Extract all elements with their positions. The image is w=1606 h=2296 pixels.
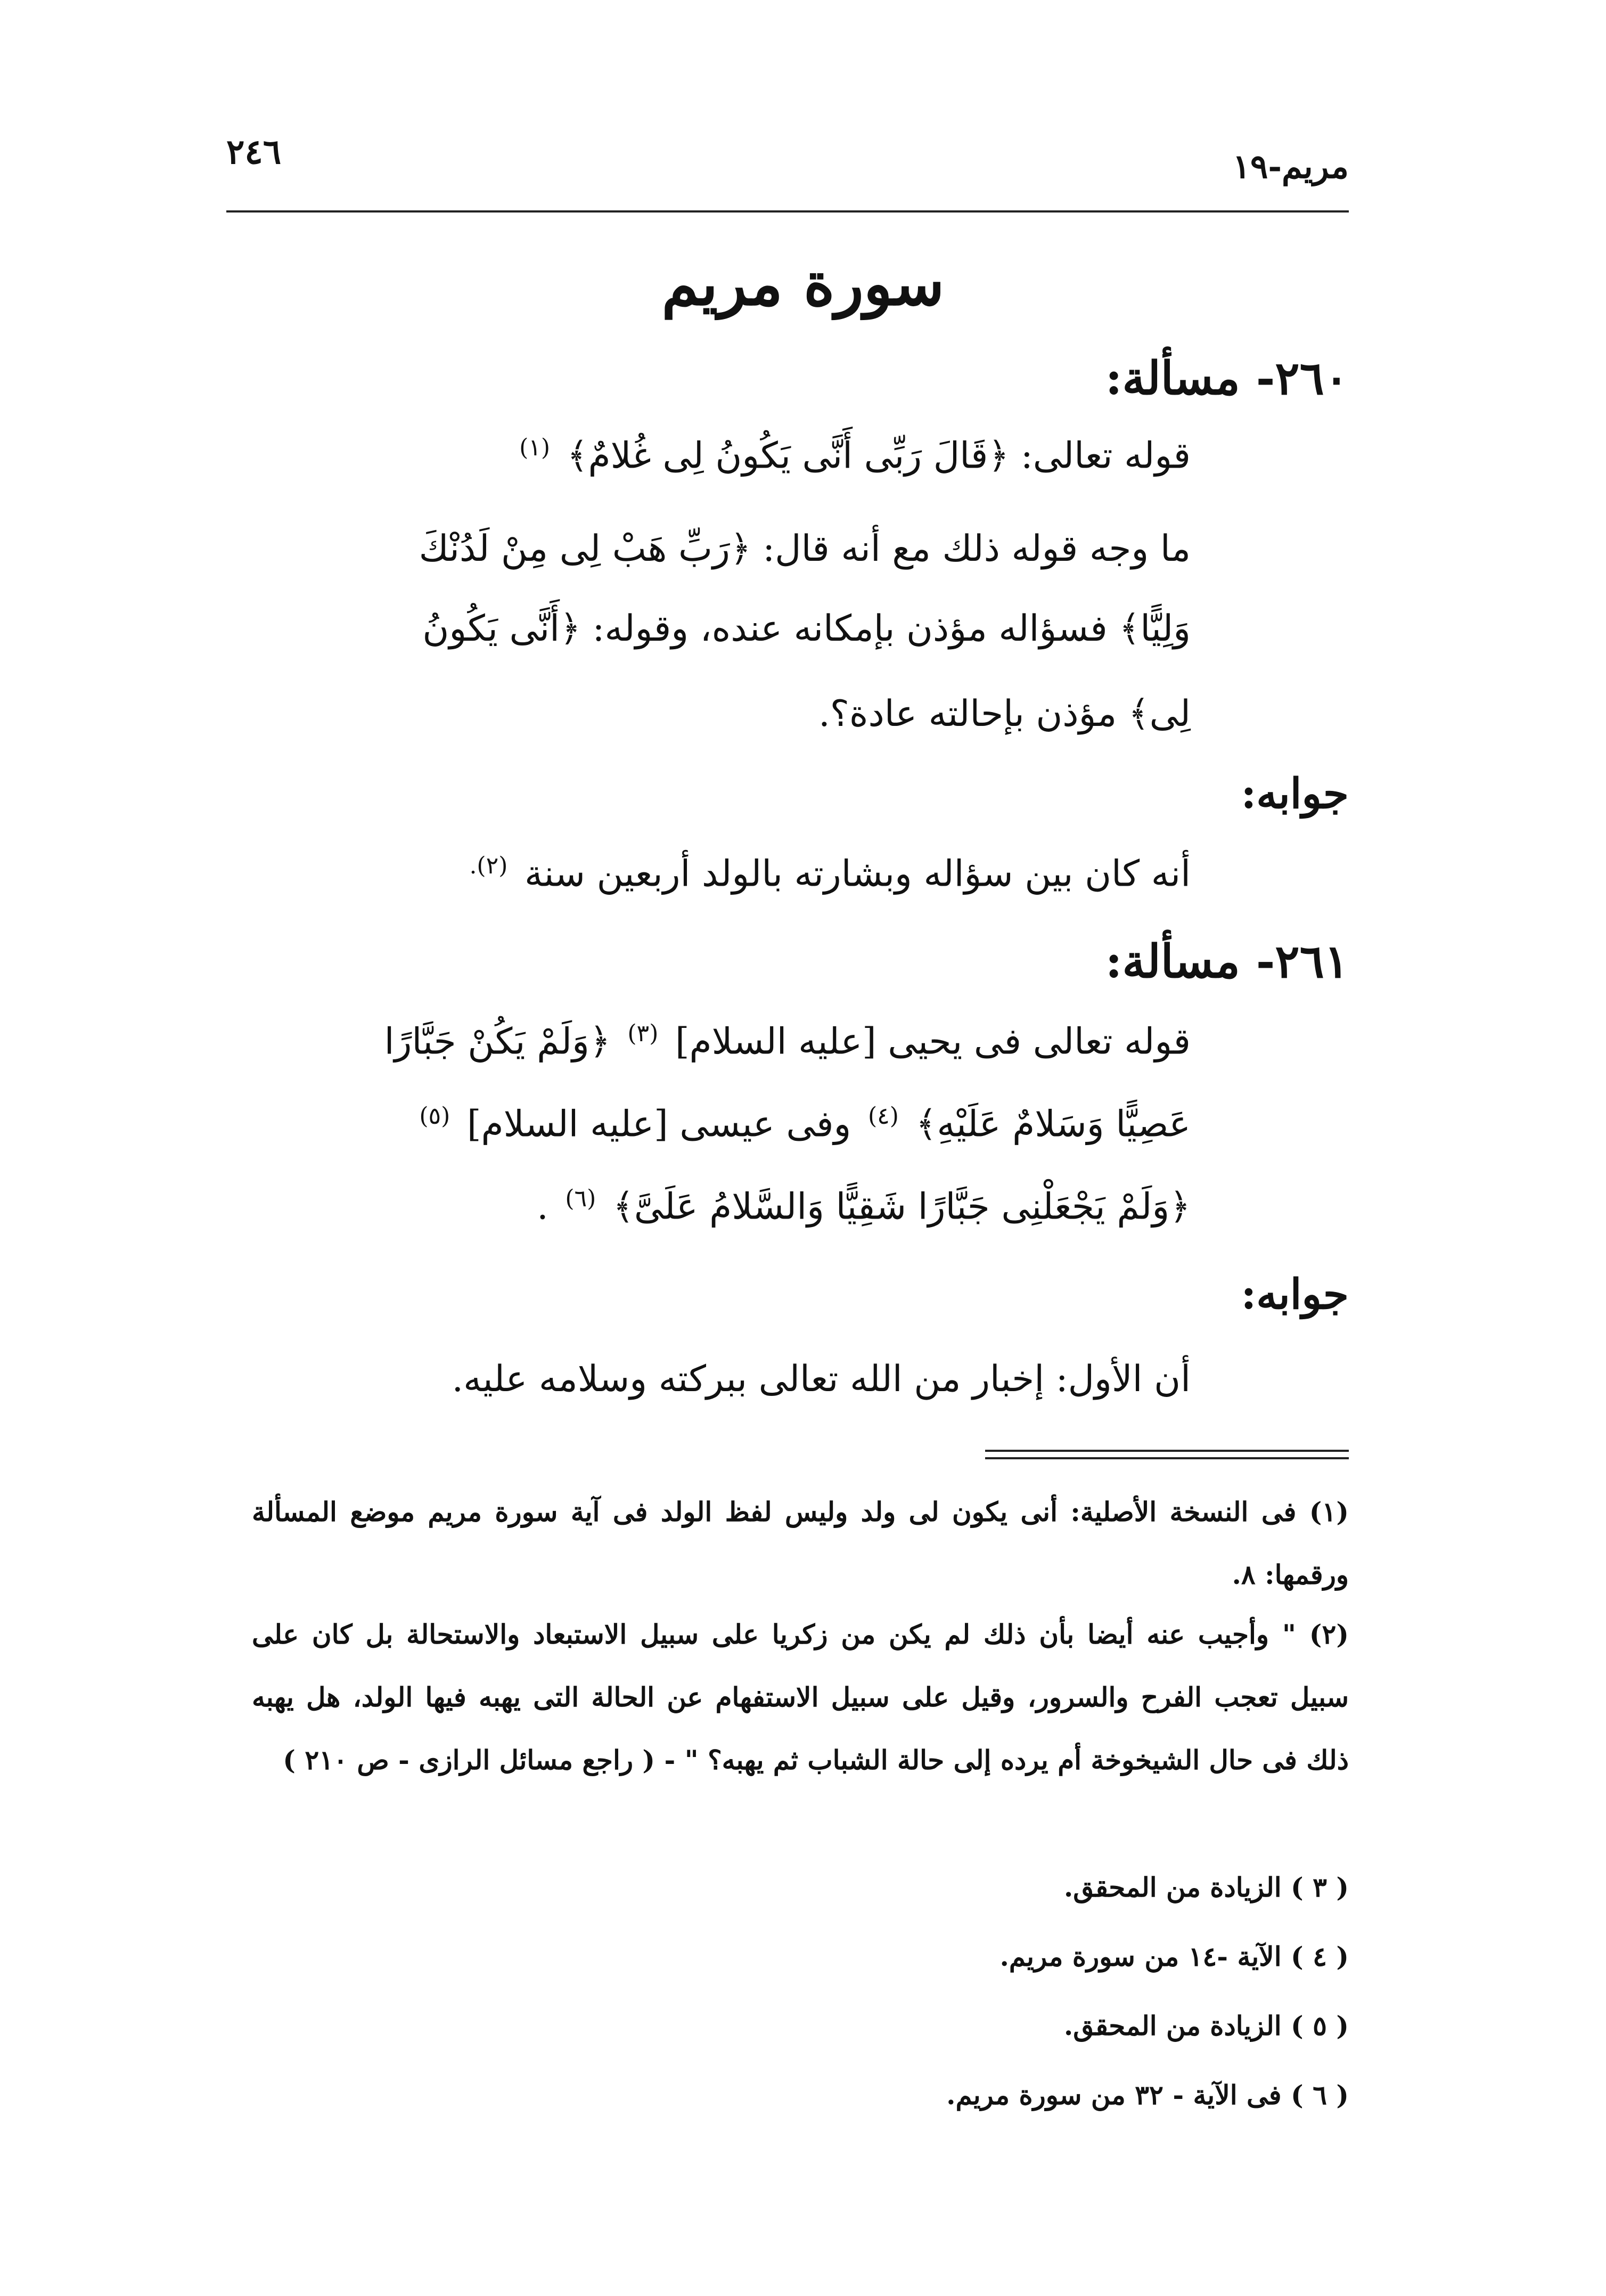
issue-261-line-1-text: قوله تعالى فى يحيى [عليه السلام] <box>675 1020 1191 1063</box>
issue-261-line-2 <box>243 1102 1191 1146</box>
footnote-divider <box>985 1450 1349 1459</box>
footnote-6: ( ٦ ) فى الآية - ٣٢ من سورة مريم. <box>946 2079 1349 2111</box>
issue-261-line-1-verse: ﴿وَلَمْ يَكُنْ جَبَّارًا <box>384 1020 611 1063</box>
footnote-4: ( ٤ ) الآية -١٤ من سورة مريم. <box>999 1941 1349 1972</box>
issue-261-line-2-verse: عَصِيًّا وَسَلامٌ عَلَيْهِ﴾ <box>915 1103 1191 1146</box>
running-title: مريم-١٩ <box>1232 147 1349 186</box>
footnote-2: (٢) " وأجيب عنه أيضا بأن ذلك لم يكن من زكريا على سبيل الاستبعاد والاستحالة بل كان على سبيل تعجب الفرح والسرور، وقيل على سبيل الاستفهام عن الحالة التى يهبه فيها الولد، هل يهبه ذلك فى حال الشيخوخة أم يرده إلى حالة الشباب ثم يهبه؟ " - ( راجع مسائل الرازى - ص ٢١٠ ) <box>252 1619 1349 1776</box>
footnote-ref-2: (٢). <box>469 852 508 879</box>
footnote-ref-4: (٤) <box>867 1102 899 1130</box>
issue-260-answer-text: أنه كان بين سؤاله وبشارته بالولد أربعين سنة <box>525 853 1191 895</box>
footnote-ref-5: (٥) <box>419 1102 450 1130</box>
footnote-1: (١) فى النسخة الأصلية: أنى يكون لى ولد وليس لفظ الولد فى آية سورة مريم موضع المسألة ورقمها: ٨. <box>252 1496 1349 1590</box>
issue-261-line-3-verse: ﴿وَلَمْ يَجْعَلْنِى جَبَّارًا شَقِيًّا وَالسَّلامُ عَلَىَّ﴾ <box>612 1186 1191 1228</box>
issue-261-heading: ٢٦١- مسألة: <box>1105 935 1349 988</box>
footnote-3: ( ٣ ) الزيادة من المحقق. <box>1063 1872 1349 1903</box>
issue-260-line-2: ما وجه قوله ذلك مع أنه قال: ﴿رَبِّ هَبْ لِى مِنْ لَدُنْكَ <box>419 528 1191 570</box>
issue-261-line-3 <box>243 1185 1191 1228</box>
issue-260-answer <box>243 852 1191 895</box>
chapter-title: سورة مريم <box>661 249 945 319</box>
issue-260-line-1-verse: ﴿قَالَ رَبِّى أَنَّى يَكُونُ لِى غُلامٌ﴾ <box>567 435 1010 477</box>
page-number: ٢٤٦ <box>226 132 282 172</box>
header-divider <box>226 210 1349 213</box>
issue-260-heading: ٢٦٠- مسألة: <box>1105 352 1349 405</box>
footnote-ref-3: (٣) <box>627 1020 659 1047</box>
footnote-ref-6: (٦) <box>565 1185 596 1212</box>
issue-260-line-1 <box>243 434 1191 477</box>
issue-260-line-3: وَلِيًّا﴾ فسؤاله مؤذن بإمكانه عنده، وقوله: ﴿أَنَّى يَكُونُ <box>422 608 1191 650</box>
issue-261-line-2-text: وفى عيسى [عليه السلام] <box>466 1103 851 1146</box>
issue-261-answer-heading: جوابه: <box>1241 1270 1349 1319</box>
issue-261-line-1 <box>243 1020 1191 1063</box>
issue-261-line-3-end: . <box>537 1186 548 1228</box>
issue-261-answer: أن الأول: إخبار من الله تعالى ببركته وسلامه عليه. <box>452 1358 1191 1400</box>
running-header <box>226 121 1349 201</box>
footnote-5: ( ٥ ) الزيادة من المحقق. <box>1063 2010 1349 2041</box>
issue-260-line-1-text: قوله تعالى: <box>1020 435 1191 477</box>
issue-260-answer-heading: جوابه: <box>1241 770 1349 818</box>
issue-260-line-4: لِى﴾ مؤذن بإحالته عادة؟. <box>818 693 1191 735</box>
footnote-ref-1: (١) <box>519 434 551 461</box>
